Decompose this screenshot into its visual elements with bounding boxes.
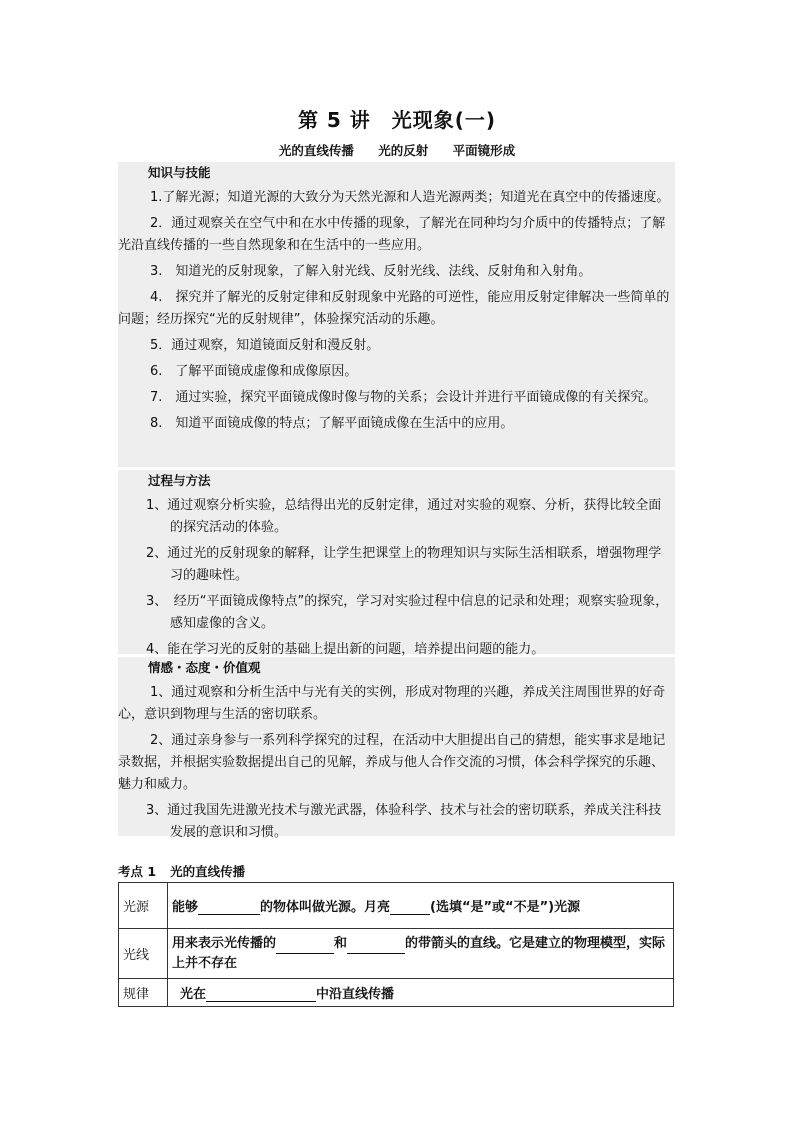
text-part: 和	[334, 935, 348, 951]
text-part: 光在	[180, 987, 207, 1002]
text-part: (选填“是”或“不是”)光源	[430, 900, 581, 915]
text-part: 的带箭头的直线。它是建立的物理模型，实际上并不存在	[172, 935, 666, 971]
row-content-law	[168, 979, 674, 1007]
answer-blank[interactable]	[198, 900, 260, 915]
knowledge-item: 7. 通过实验，探究平面镜成像时像与物的关系；会设计并进行平面镜成像的有关探究。	[150, 390, 657, 405]
process-heading: 过程与方法	[148, 473, 211, 488]
row-label-law: 规律	[119, 979, 168, 1007]
knowledge-item: 3. 知道光的反射现象，了解入射光线、反射光线、法线、反射角和入射角。	[150, 264, 592, 279]
text-part: 能够	[172, 900, 199, 915]
subtitle-topic-1: 光的直线传播	[278, 143, 354, 158]
page-subtitle	[0, 141, 794, 159]
text-part: 用来表示光传播的	[172, 935, 277, 951]
knowledge-item: 1.了解光源；知道光源的大致分为天然光源和人造光源两类；知道光在真空中的传播速度。	[150, 190, 670, 205]
row-content-light-ray	[168, 929, 674, 979]
page-title: 第 5 讲 光现象(一)	[297, 108, 497, 132]
process-item: 2、通过光的反射现象的解释，让学生把课堂上的物理知识与实际生活相联系，增强物理学习的趣味性。	[146, 546, 662, 583]
row-label-light-ray: 光线	[119, 929, 168, 979]
knowledge-item: 5．通过观察，知道镜面反射和漫反射。	[150, 338, 380, 353]
knowledge-heading: 知识与技能	[148, 165, 211, 180]
emotion-values-block	[118, 657, 675, 840]
text-part: 中沿直线传播	[316, 987, 395, 1002]
emotion-item: 3、通过我国先进激光技术与激光武器，体验科学、技术与社会的密切联系，养成关注科技发展的意识和习惯。	[146, 803, 662, 840]
section-name: 光的直线传播	[170, 864, 246, 879]
knowledge-item: 8. 知道平面镜成像的特点；了解平面镜成像在生活中的应用。	[150, 416, 514, 431]
answer-blank[interactable]	[276, 939, 334, 954]
knowledge-item: 6. 了解平面镜成虚像和成像原因。	[150, 364, 358, 379]
knowledge-item: 4. 探究并了解光的反射定律和反射现象中光路的可逆性，能应用反射定律解决一些简单的问题；经历探究“光的反射规律”，体验探究活动的乐趣。	[118, 290, 670, 327]
section-label: 考点 1	[118, 864, 157, 879]
process-item: 4、能在学习光的反射的基础上提出新的问题，培养提出问题的能力。	[146, 642, 545, 657]
table-row	[119, 929, 674, 979]
answer-blank[interactable]	[390, 900, 430, 915]
emotion-item: 2、通过亲身参与一系列科学探究的过程，在活动中大胆提出自己的猜想，能实事求是地记录数据，并根据实验数据提出自己的见解，养成与他人合作交流的习惯，体会科学探究的乐趣、魅力和威力。	[118, 733, 666, 792]
text-part: 的物体叫做光源。月亮	[260, 900, 391, 915]
table-row	[119, 883, 674, 929]
process-item: 3、 经历“平面镜成像特点”的探究，学习对实验过程中信息的记录和处理；观察实验现象，感知虚像的含义。	[146, 594, 669, 631]
answer-blank[interactable]	[206, 987, 316, 1002]
knowledge-item: 2．通过观察关在空气中和在水中传播的现象，了解光在同种均匀介质中的传播特点；了解光沿直线传播的一些自然现象和在生活中的一些应用。	[118, 216, 666, 253]
answer-blank[interactable]	[347, 939, 405, 954]
section-title	[118, 862, 245, 880]
fill-in-table	[118, 882, 674, 1007]
row-label-light-source: 光源	[119, 883, 168, 929]
process-item: 1、通过观察分析实验，总结得出光的反射定律，通过对实验的观察、分析，获得比较全面的探究活动的体验。	[146, 498, 662, 535]
subtitle-topic-3: 平面镜形成	[452, 143, 516, 158]
process-methods-block	[118, 470, 675, 657]
emotion-item: 1、通过观察和分析生活中与光有关的实例，形成对物理的兴趣，养成关注周围世界的好奇心，意识到物理与生活的密切联系。	[118, 685, 666, 722]
knowledge-skills-block	[118, 162, 675, 467]
subtitle-topic-2: 光的反射	[378, 143, 429, 158]
table-row	[119, 979, 674, 1007]
row-content-light-source	[168, 883, 674, 929]
emotion-heading: 情感・态度・价值观	[148, 660, 261, 675]
